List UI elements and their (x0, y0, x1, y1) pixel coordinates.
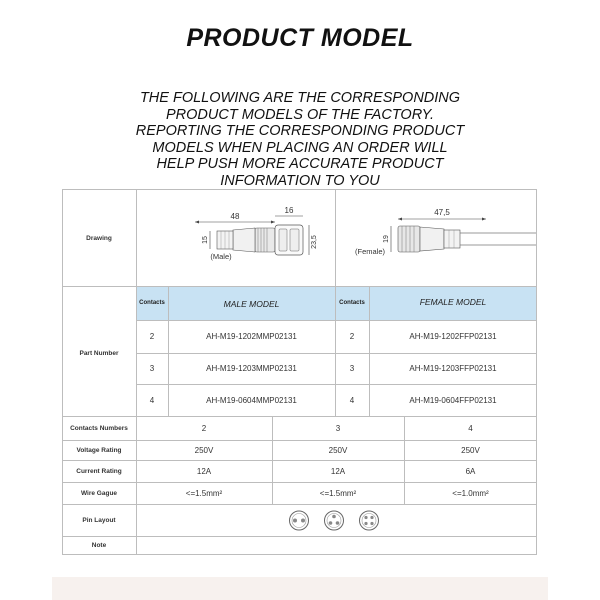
spec-voltage: 250V (461, 446, 480, 455)
bottom-band (52, 577, 548, 600)
product-table (62, 189, 537, 555)
spec-wire-gauge: <=1.5mm² (319, 489, 357, 498)
spec-wire-gauge: <=1.5mm² (185, 489, 223, 498)
pin-layout-3-icon (325, 511, 344, 530)
part-contacts: 3 (349, 364, 355, 373)
male-part-number: AH-M19-1202MMP02131 (206, 332, 297, 341)
row-label-drawing: Drawing (86, 235, 112, 242)
part-contacts: 2 (349, 332, 355, 341)
row-label-note: Note (91, 542, 107, 549)
part-contacts: 4 (349, 396, 355, 405)
spec-current: 12A (196, 467, 212, 476)
spec-wire-gauge: <=1.0mm² (452, 489, 489, 498)
female-dim-length: 47,5 (434, 208, 450, 217)
row-label-part-number: Part Number (79, 350, 119, 357)
header-female-model: FEMALE MODEL (419, 297, 487, 307)
female-part-number: AH-M19-1202FFP02131 (409, 332, 497, 341)
female-connector-drawing (336, 190, 536, 286)
pin-layout-icons (136, 505, 536, 536)
part-contacts: 2 (149, 332, 155, 341)
male-dim-dia-big: 23,5 (311, 235, 318, 249)
male-connector-drawing (137, 190, 335, 286)
male-dim-head: 16 (284, 206, 294, 215)
female-label: (Female) (354, 247, 386, 256)
header-contacts-male: Contacts (139, 300, 165, 306)
header-male-model: MALE MODEL (223, 299, 280, 309)
female-dim-dia: 19 (383, 235, 390, 243)
spec-contacts: 2 (201, 424, 207, 433)
male-label: (Male) (210, 252, 232, 261)
part-contacts: 3 (149, 364, 155, 373)
intro-line: HELP PUSH MORE ACCURATE PRODUCT (156, 156, 444, 172)
male-dim-length: 48 (230, 212, 240, 221)
female-part-number: AH-M19-1203FFP02131 (409, 364, 497, 373)
male-dim-dia-small: 15 (202, 236, 209, 244)
male-part-number: AH-M19-1203MMP02131 (206, 364, 297, 373)
row-label-contacts-numbers: Contacts Numbers (70, 425, 128, 432)
male-part-number: AH-M19-0604MMP02131 (206, 396, 297, 405)
spec-voltage: 250V (328, 446, 348, 455)
intro-text (80, 90, 520, 189)
row-label-voltage-rating: Voltage Rating (76, 447, 122, 454)
intro-line: PRODUCT MODELS OF THE FACTORY. (165, 106, 435, 123)
intro-line: REPORTING THE CORRESPONDING PRODUCT (135, 123, 465, 139)
spec-contacts: 4 (468, 424, 473, 433)
intro-line: MODELS WHEN PLACING AN ORDER WILL (152, 139, 448, 156)
female-part-number: AH-M19-0604FFP02131 (409, 396, 497, 405)
intro-line: INFORMATION TO YOU (220, 172, 380, 189)
pin-layout-4-icon (360, 511, 379, 530)
intro-line: THE FOLLOWING ARE THE CORRESPONDING (139, 90, 461, 106)
row-label-pin-layout: Pin Layout (82, 517, 116, 524)
pin-layout-2-icon (290, 511, 309, 530)
page-title: PRODUCT MODEL (186, 24, 414, 52)
row-label-wire-gauge: Wire Gague (80, 490, 118, 497)
spec-current: 6A (465, 467, 476, 476)
row-label-current-rating: Current Rating (76, 468, 122, 475)
part-contacts: 4 (149, 396, 155, 405)
spec-contacts: 3 (335, 424, 341, 433)
spec-voltage: 250V (194, 446, 214, 455)
header-contacts-female: Contacts (339, 300, 365, 306)
spec-current: 12A (330, 467, 346, 476)
